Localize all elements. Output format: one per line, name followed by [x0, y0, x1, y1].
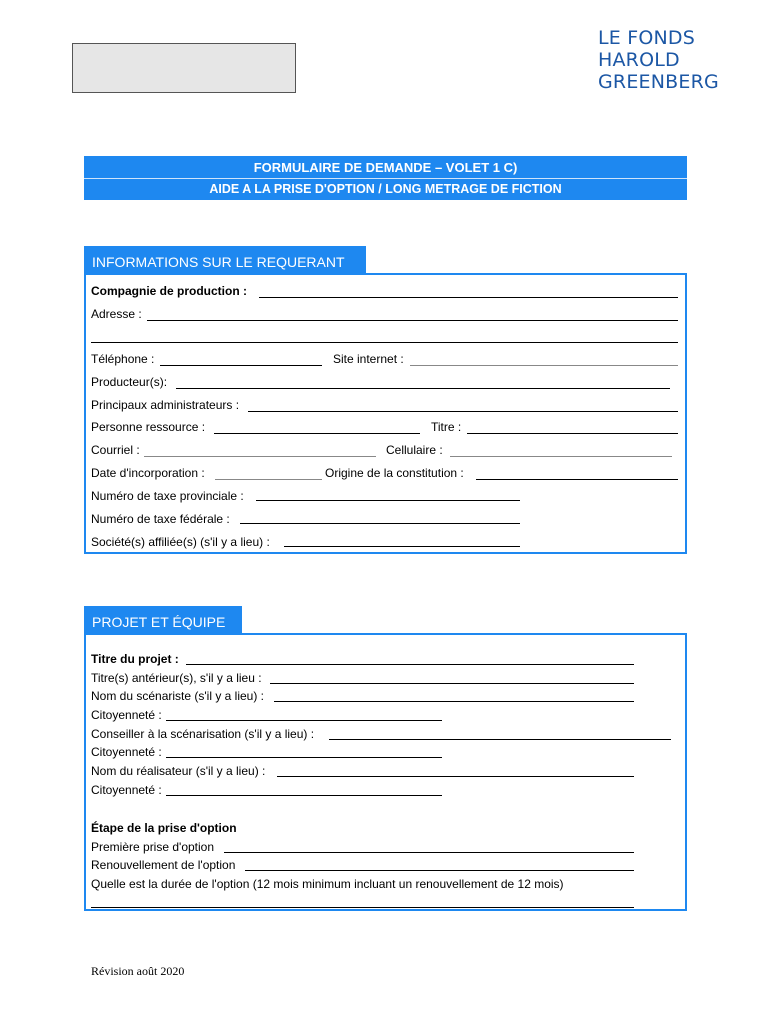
field-telephone[interactable] — [160, 365, 322, 366]
label-taxe-federale: Numéro de taxe fédérale : — [91, 512, 230, 526]
label-citoyennete-conseiller: Citoyenneté : — [91, 745, 162, 759]
logo-line: GREENBERG — [598, 71, 719, 93]
label-telephone: Téléphone : — [91, 352, 155, 366]
field-date-incorporation[interactable] — [215, 479, 322, 480]
field-adresse[interactable] — [147, 320, 678, 321]
field-taxe-federale[interactable] — [240, 523, 520, 524]
label-taxe-provinciale: Numéro de taxe provinciale : — [91, 489, 244, 503]
field-site[interactable] — [410, 365, 678, 366]
field-administrateurs[interactable] — [248, 411, 678, 412]
field-cellulaire[interactable] — [450, 456, 672, 457]
form-subtitle: AIDE A LA PRISE D'OPTION / LONG METRAGE DE FICTION — [209, 182, 562, 196]
label-adresse: Adresse : — [91, 307, 142, 321]
field-citoyennete-realisateur[interactable] — [166, 795, 442, 796]
field-conseiller[interactable] — [329, 739, 671, 740]
title-divider — [84, 178, 687, 179]
field-scenariste[interactable] — [274, 701, 634, 702]
field-courriel[interactable] — [144, 456, 376, 457]
field-taxe-provinciale[interactable] — [256, 500, 520, 501]
form-title: FORMULAIRE DE DEMANDE – VOLET 1 C) — [253, 160, 518, 175]
label-administrateurs: Principaux administrateurs : — [91, 398, 240, 412]
label-compagnie: Compagnie de production : — [91, 284, 247, 298]
label-realisateur: Nom du réalisateur (s'il y a lieu) : — [91, 764, 266, 778]
form-title-bar — [84, 156, 687, 200]
label-date-incorporation: Date d'incorporation : — [91, 466, 205, 480]
fonds-logo — [598, 27, 719, 93]
revision-date: Révision août 2020 — [91, 964, 185, 978]
field-titre-projet[interactable] — [186, 664, 634, 665]
field-compagnie[interactable] — [259, 297, 678, 298]
label-site: Site internet : — [333, 352, 404, 366]
field-duree-option[interactable] — [91, 907, 634, 908]
logo-line: LE FONDS — [598, 27, 696, 49]
field-titre[interactable] — [467, 433, 678, 434]
field-citoyennete-conseiller[interactable] — [166, 757, 442, 758]
field-premiere-prise[interactable] — [224, 852, 634, 853]
stamp-box — [72, 43, 296, 93]
label-courriel: Courriel : — [91, 443, 140, 457]
label-citoyennete-realisateur: Citoyenneté : — [91, 783, 162, 797]
label-premiere-prise: Première prise d'option — [91, 840, 215, 854]
label-etape-option: Étape de la prise d'option — [91, 821, 237, 835]
label-renouvellement: Renouvellement de l'option — [91, 858, 236, 872]
label-duree-option: Quelle est la durée de l'option (12 mois minimum incluant un renouvellement de 12 mois) — [91, 877, 564, 891]
label-titre: Titre : — [431, 420, 462, 434]
label-citoyennete-scenariste: Citoyenneté : — [91, 708, 162, 722]
label-personne: Personne ressource : — [91, 420, 206, 434]
label-conseiller: Conseiller à la scénarisation (s'il y a lieu) : — [91, 727, 315, 741]
section-heading-projet: PROJET ET ÉQUIPE — [84, 606, 242, 634]
field-titres-anterieurs[interactable] — [270, 683, 634, 684]
field-personne[interactable] — [214, 433, 420, 434]
section-heading-requerant: INFORMATIONS SUR LE REQUERANT — [84, 246, 366, 274]
field-citoyennete-scenariste[interactable] — [166, 720, 442, 721]
label-scenariste: Nom du scénariste (s'il y a lieu) : — [91, 689, 265, 703]
label-cellulaire: Cellulaire : — [386, 443, 443, 457]
field-origine[interactable] — [476, 479, 678, 480]
field-renouvellement[interactable] — [245, 870, 634, 871]
field-realisateur[interactable] — [277, 776, 634, 777]
field-societes[interactable] — [284, 546, 520, 547]
label-origine: Origine de la constitution : — [325, 466, 464, 480]
label-titres-anterieurs: Titre(s) antérieur(s), s'il y a lieu : — [91, 671, 262, 685]
label-producteurs: Producteur(s): — [91, 375, 168, 389]
logo-line: HAROLD — [598, 49, 680, 71]
field-producteurs[interactable] — [176, 388, 670, 389]
label-titre-projet: Titre du projet : — [91, 652, 179, 666]
label-societes: Société(s) affiliée(s) (s'il y a lieu) : — [91, 535, 270, 549]
field-adresse-line2[interactable] — [91, 342, 678, 343]
